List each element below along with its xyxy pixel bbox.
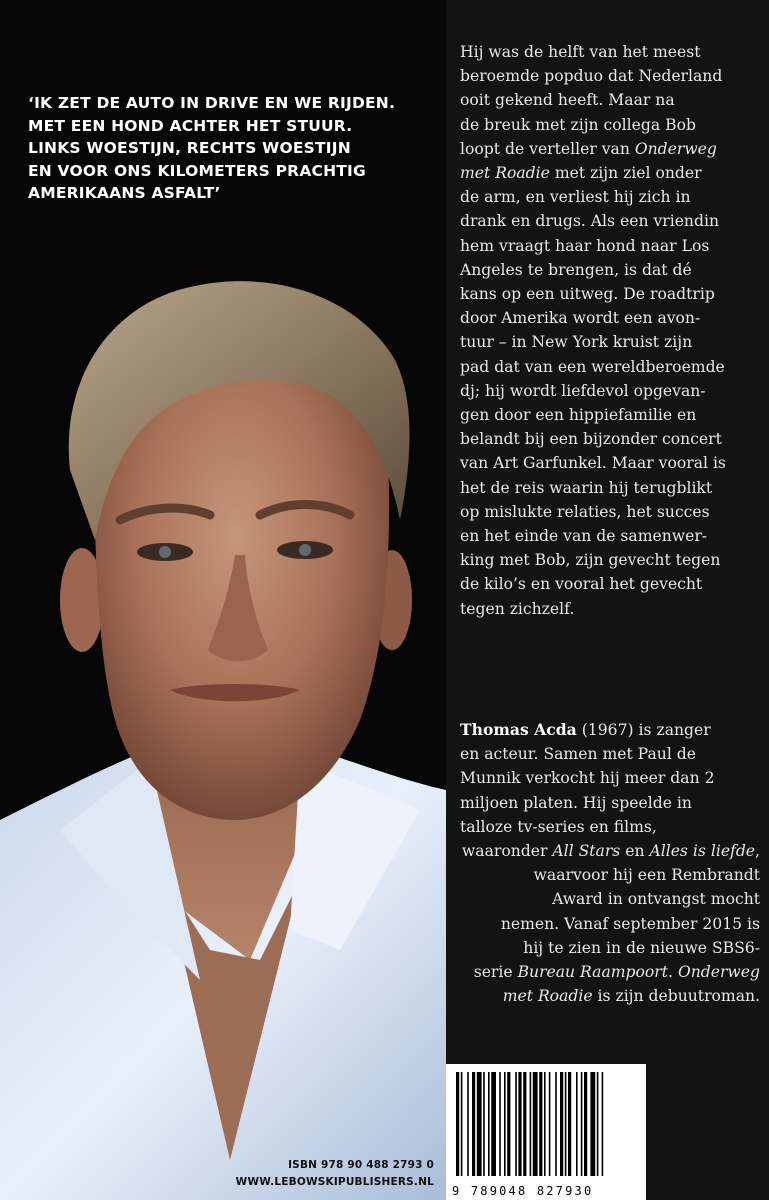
blurb-line bbox=[460, 161, 760, 185]
barcode-bar bbox=[584, 1072, 587, 1176]
barcode-bar bbox=[581, 1072, 583, 1176]
barcode-bar bbox=[602, 1072, 604, 1176]
bio-text: (1967) is zanger bbox=[576, 721, 711, 739]
barcode-bar bbox=[544, 1072, 546, 1176]
blurb-line: gen door een hippiefamilie en bbox=[460, 406, 697, 425]
barcode-bar bbox=[456, 1072, 459, 1176]
blurb-line: tegen zichzelf. bbox=[460, 599, 575, 618]
publisher-website: WWW.LEBOWSKIPUBLISHERS.NL bbox=[235, 1176, 434, 1188]
bio-text: serie bbox=[473, 963, 518, 982]
barcode-bar bbox=[533, 1072, 538, 1176]
blurb-line: Hij was de helft van het meest bbox=[460, 43, 701, 61]
barcode-bar bbox=[568, 1072, 571, 1176]
blurb-line: king met Bob, zijn gevecht tegen bbox=[460, 551, 721, 570]
barcode-bar bbox=[472, 1072, 475, 1176]
barcode-bar bbox=[576, 1072, 578, 1176]
quote-line: EN VOOR ONS KILOMETERS PRACHTIG bbox=[28, 161, 366, 180]
barcode-bar bbox=[491, 1072, 496, 1176]
blurb-text: loopt de verteller van bbox=[460, 139, 635, 158]
blurb-text: met zijn ziel onder bbox=[549, 164, 702, 183]
book-title-italic: met Roadie bbox=[460, 164, 550, 183]
blurb-line: belandt bij een bijzonder concert bbox=[460, 430, 722, 449]
barcode-bar bbox=[467, 1072, 469, 1176]
barcode-bar bbox=[597, 1072, 599, 1176]
blurb-line: ooit gekend heeft. Maar na bbox=[460, 91, 675, 110]
barcode-bar bbox=[549, 1072, 551, 1176]
quote-line: ‘IK ZET DE AUTO IN DRIVE EN WE RIJDEN. bbox=[28, 94, 396, 112]
barcode-bar bbox=[555, 1072, 557, 1176]
blurb-line: kans op een uitweg. De roadtrip bbox=[460, 285, 715, 304]
barcode-bar bbox=[483, 1072, 485, 1176]
author-bio bbox=[460, 718, 760, 1008]
barcode-bars-icon bbox=[446, 1064, 646, 1182]
barcode bbox=[446, 1064, 646, 1200]
bio-line bbox=[460, 839, 760, 863]
blurb-line: het de reis waarin hij terugblikt bbox=[460, 478, 713, 497]
blurb-line: hem vraagt haar hond naar Los bbox=[460, 236, 710, 255]
barcode-bar bbox=[565, 1072, 567, 1176]
blurb-line: tuur – in New York kruist zijn bbox=[460, 333, 693, 352]
barcode-bar bbox=[507, 1072, 510, 1176]
quote-line: AMERIKAANS ASFALT’ bbox=[28, 184, 221, 202]
bio-line: Award in ontvangst mocht bbox=[552, 890, 760, 909]
barcode-bar bbox=[461, 1072, 463, 1176]
bio-line: nemen. Vanaf september 2015 is bbox=[500, 914, 760, 933]
barcode-bar bbox=[518, 1072, 521, 1176]
quote-line: LINKS WOESTIJN, RECHTS WOESTIJN bbox=[28, 139, 351, 157]
barcode-bar bbox=[477, 1072, 482, 1176]
bio-text: is zijn debuutroman. bbox=[592, 987, 760, 1006]
blurb-line: de breuk met zijn collega Bob bbox=[460, 115, 696, 134]
bio-line: talloze tv-series en films, bbox=[460, 817, 657, 836]
blurb-line: Angeles te brengen, is dat dé bbox=[460, 260, 692, 279]
book-blurb bbox=[460, 40, 760, 621]
quote-line: MET EEN HOND ACHTER HET STUUR. bbox=[28, 116, 353, 135]
bio-text: . bbox=[668, 963, 678, 982]
blurb-line: beroemde popduo dat Nederland bbox=[460, 67, 723, 86]
bio-line: en acteur. Samen met Paul de bbox=[460, 745, 696, 764]
blurb-line: de arm, en verliest hij zich in bbox=[460, 188, 691, 207]
blurb-line: pad dat van een wereldberoemde bbox=[460, 357, 725, 376]
bio-line bbox=[460, 718, 760, 742]
blurb-line: op mislukte relaties, het succes bbox=[460, 502, 710, 521]
barcode-bar bbox=[530, 1072, 532, 1176]
bio-line bbox=[460, 984, 760, 1008]
series-title-italic: Bureau Raampoort bbox=[517, 963, 669, 982]
blurb-line: dj; hij wordt liefdevol opgevan- bbox=[460, 381, 706, 400]
barcode-bar bbox=[499, 1072, 501, 1176]
blurb-line bbox=[460, 137, 760, 161]
bio-text: waaronder bbox=[461, 842, 553, 861]
bio-line bbox=[460, 960, 760, 984]
barcode-digits: 9 789048 827930 bbox=[452, 1184, 594, 1198]
blurb-line: door Amerika wordt een avon- bbox=[460, 309, 701, 328]
blurb-line: de kilo’s en vooral het gevecht bbox=[460, 575, 703, 594]
film-title-italic: All Stars bbox=[552, 842, 621, 861]
blurb-line: en het einde van de samenwer- bbox=[460, 527, 708, 546]
barcode-bar bbox=[560, 1072, 563, 1176]
bio-line: hij te zien in de nieuwe SBS6- bbox=[523, 938, 760, 957]
bio-line: miljoen platen. Hij speelde in bbox=[460, 793, 692, 812]
barcode-bar bbox=[590, 1072, 595, 1176]
bio-line: waarvoor hij een Rembrandt bbox=[533, 866, 760, 885]
book-title-italic: Onderweg bbox=[634, 139, 717, 158]
barcode-bar bbox=[488, 1072, 490, 1176]
barcode-bar bbox=[539, 1072, 542, 1176]
barcode-bar bbox=[523, 1072, 526, 1176]
cover-quote bbox=[28, 92, 446, 205]
film-title-italic: Alles is liefde bbox=[649, 842, 756, 861]
blurb-line: van Art Garfunkel. Maar vooral is bbox=[460, 454, 726, 473]
book-title-italic: met Roadie bbox=[502, 987, 593, 1006]
bio-text: en bbox=[620, 842, 650, 861]
bio-text: , bbox=[755, 842, 760, 861]
isbn-number: ISBN 978 90 488 2793 0 bbox=[288, 1159, 434, 1171]
author-name: Thomas Acda bbox=[460, 720, 577, 739]
barcode-bar bbox=[515, 1072, 517, 1176]
blurb-line: drank en drugs. Als een vriendin bbox=[460, 212, 719, 231]
publisher-info bbox=[236, 1157, 434, 1191]
barcode-bar bbox=[504, 1072, 506, 1176]
book-title-italic: Onderweg bbox=[677, 963, 760, 982]
bio-line: Munnik verkocht hij meer dan 2 bbox=[460, 769, 715, 788]
text-panel bbox=[446, 0, 769, 1200]
